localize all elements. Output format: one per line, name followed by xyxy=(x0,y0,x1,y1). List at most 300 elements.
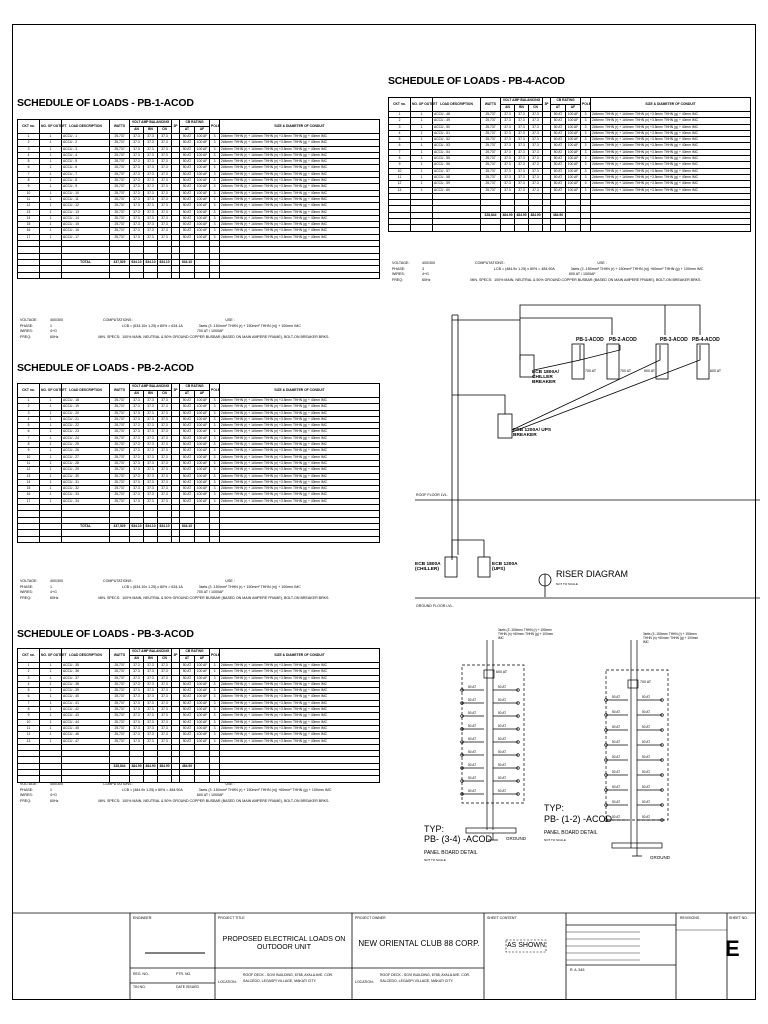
table-cell: 1 xyxy=(40,423,62,429)
table-cell: 1 xyxy=(40,146,62,152)
branch-breaker-label: 50 AT xyxy=(612,740,621,744)
table-cell: ACCU - 52 xyxy=(433,137,481,143)
table-cell: 2#4mm² THHN (r) + 1#4mm² THHN (n) +3.5mm² THHN (g) + 40mm IMC xyxy=(220,492,380,498)
revisions-label: REVISIONS xyxy=(680,916,700,920)
pb3-title: SCHEDULE OF LOADS - PB-3-ACOD xyxy=(17,628,194,640)
table-cell: ACCU - 35 xyxy=(62,663,110,669)
table-cell: 37.3 xyxy=(158,203,172,209)
table-cell: 37.3 xyxy=(144,171,158,177)
table-cell: 37.3 xyxy=(130,140,144,146)
table-cell: 3 xyxy=(210,467,220,473)
table-cell: 37.3 xyxy=(529,149,543,155)
ecb-chiller: ECB 1800A (CHILLER) xyxy=(415,562,441,572)
table-cell: 25,737 xyxy=(110,492,130,498)
table-cell: 100 AF xyxy=(195,184,210,190)
table-cell: 100 AF xyxy=(195,719,210,725)
table-cell: 50 AT xyxy=(180,209,195,215)
table-cell: 3 xyxy=(210,146,220,152)
table-cell: 3 xyxy=(210,228,220,234)
table-cell: 25,737 xyxy=(110,700,130,706)
table-cell: 50 AT xyxy=(551,156,566,162)
table-cell: 37.3 xyxy=(158,152,172,158)
table-cell: 100 AF xyxy=(195,473,210,479)
table-cell: 100 AF xyxy=(566,174,581,180)
column-header: WATTS xyxy=(481,98,501,112)
table-cell: 1 xyxy=(40,435,62,441)
total-cell: 437,529 xyxy=(110,259,130,265)
table-cell: 3 xyxy=(210,429,220,435)
table-cell: 3 xyxy=(210,454,220,460)
table-cell: 37.3 xyxy=(130,713,144,719)
table-cell: 100 AF xyxy=(195,663,210,669)
table-cell: 37.3 xyxy=(144,725,158,731)
table-cell: 2#4mm² THHN (r) + 1#4mm² THHN (n) +3.5mm² THHN (g) + 40mm IMC xyxy=(220,442,380,448)
column-header: SIZE & DIAMETER OF CONDUIT xyxy=(220,649,380,663)
table-cell: 3 xyxy=(210,416,220,422)
table-cell: 37.3 xyxy=(158,473,172,479)
table-cell: 12 xyxy=(389,181,411,187)
min-specs-value: 100% MAIN, NEUTRAL & 50% GROUND COPPER BUSBAR (BASED ON MAIN AMPERE FRAME), BOLT-ON BREAKER BRKS. xyxy=(122,334,330,339)
table-cell: 25,737 xyxy=(110,209,130,215)
column-subheader: AT xyxy=(180,391,195,398)
phase-label: PHASE: xyxy=(20,584,34,589)
branch-breaker-label: 50 AT xyxy=(642,740,651,744)
table-cell: 100 AF xyxy=(195,435,210,441)
table-cell: 37.3 xyxy=(130,486,144,492)
table-cell: 10 xyxy=(18,190,40,196)
table-cell: 37.3 xyxy=(158,669,172,675)
ecb-ups: ECB 1200A (UPS) xyxy=(492,562,518,572)
min-specs-label: MIN. SPECS: xyxy=(470,277,493,282)
pb4-title: SCHEDULE OF LOADS - PB-4-ACOD xyxy=(388,75,565,87)
lcb-value: LCB = (484.9x 1.25) x 80% = 484.90A xyxy=(122,787,183,792)
use-value: 3sets (3 -150mm² THHN (r) + 150mm² THHN (n)) + 100mm IMC xyxy=(198,584,301,589)
table-cell: 1 xyxy=(40,215,62,221)
table-cell: 25,737 xyxy=(110,669,130,675)
table-cell: 100 AF xyxy=(195,228,210,234)
date-issued-label: DATE ISSUED xyxy=(176,985,200,989)
table-cell: 2#4mm² THHN (r) + 1#4mm² THHN (n) +3.5mm² THHN (g) + 40mm IMC xyxy=(220,209,380,215)
table-cell: 37.3 xyxy=(130,203,144,209)
table-cell: 50 AT xyxy=(551,187,566,193)
table-cell: 3 xyxy=(210,134,220,140)
table-cell: 2#4mm² THHN (r) + 1#4mm² THHN (n) +3.5mm² THHN (g) + 40mm IMC xyxy=(220,159,380,165)
total-cell: 328,844 xyxy=(481,212,501,218)
table-cell: 3 xyxy=(210,486,220,492)
table-cell: 14 xyxy=(18,479,40,485)
column-header: LOAD DESCRIPTION xyxy=(62,120,110,134)
table-cell: 37.3 xyxy=(158,146,172,152)
table-cell: 37.3 xyxy=(158,222,172,228)
sheet-content-label: SHEET CONTENT xyxy=(487,916,517,920)
table-cell: 50 AT xyxy=(180,454,195,460)
table-cell: 25,737 xyxy=(110,448,130,454)
branch-breaker-label: 50 AT xyxy=(468,776,477,780)
table-cell: 25,737 xyxy=(110,707,130,713)
table-cell: 25,737 xyxy=(110,398,130,404)
table-cell: 37.3 xyxy=(158,707,172,713)
table-cell: ACCU - 53 xyxy=(433,143,481,149)
table-cell: 37.3 xyxy=(144,134,158,140)
table-cell: 2#4mm² THHN (r) + 1#4mm² THHN (n) +3.5mm² THHN (g) + 40mm IMC xyxy=(220,681,380,687)
table-cell: 2 xyxy=(389,118,411,124)
column-header: 3P xyxy=(172,384,180,398)
table-cell: 7 xyxy=(389,149,411,155)
table-cell: 25,737 xyxy=(110,719,130,725)
table-cell: ACCU - 60 xyxy=(433,187,481,193)
table-cell: 37.3 xyxy=(144,454,158,460)
location-label-2: LOCATION: xyxy=(355,980,374,984)
location-label: LOCATION: xyxy=(218,980,237,984)
table-cell: 37.3 xyxy=(515,174,529,180)
table-cell: 8 xyxy=(389,156,411,162)
table-cell: 100 AF xyxy=(195,215,210,221)
table-cell: 37.3 xyxy=(130,435,144,441)
table-cell: 37.3 xyxy=(144,738,158,744)
table-cell: 50 AT xyxy=(180,448,195,454)
branch-breaker-label: 50 AT xyxy=(468,763,477,767)
table-cell: 37.3 xyxy=(144,688,158,694)
table-cell: 25,737 xyxy=(110,732,130,738)
table-cell: 37.3 xyxy=(130,196,144,202)
ground-floor-level: GROUND FLOOR LVL. xyxy=(416,604,454,608)
voltage-label: VOLTAGE: xyxy=(20,782,38,786)
table-cell: 100 AF xyxy=(566,137,581,143)
table-cell: 3 xyxy=(210,398,220,404)
column-subheader: CN xyxy=(158,127,172,134)
table-cell: 37.3 xyxy=(130,719,144,725)
table-cell: 50 AT xyxy=(551,143,566,149)
table-cell: 1 xyxy=(40,738,62,744)
column-header: VOLT AMP BALANCING xyxy=(130,384,172,391)
table-cell: 3 xyxy=(210,719,220,725)
table-cell: 37.3 xyxy=(529,168,543,174)
table-cell: 37.3 xyxy=(130,442,144,448)
branch-breaker-label: 50 AT xyxy=(468,750,477,754)
table-cell: 37.3 xyxy=(130,423,144,429)
table-cell: 37.3 xyxy=(130,460,144,466)
table-cell: 16 xyxy=(18,492,40,498)
table-cell: 37.3 xyxy=(158,140,172,146)
table-cell: 25,737 xyxy=(110,404,130,410)
table-cell: 3 xyxy=(581,130,591,136)
computations-label: COMPUTATIONS : xyxy=(103,782,134,786)
table-cell: 37.3 xyxy=(158,184,172,190)
right-main-breaker: 700 AT xyxy=(640,680,652,684)
table-cell: ACCU - 44 xyxy=(62,719,110,725)
riser-panel-3: PB-3-ACOD xyxy=(660,337,688,343)
total-cell: TOTAL xyxy=(62,523,110,529)
table-cell: 100 AF xyxy=(566,143,581,149)
table-cell: ACCU - 31 xyxy=(62,479,110,485)
table-cell: ACCU - 28 xyxy=(62,460,110,466)
tin-no-label: TIN NO. xyxy=(133,985,146,989)
table-cell: 2#4mm² THHN (r) + 1#4mm² THHN (n) +3.5mm² THHN (g) + 40mm IMC xyxy=(220,435,380,441)
table-cell: ACCU - 1 xyxy=(62,134,110,140)
phase-label: PHASE: xyxy=(392,266,406,271)
table-cell: 6 xyxy=(18,165,40,171)
table-cell: 1 xyxy=(40,669,62,675)
table-cell: 2#4mm² THHN (r) + 1#4mm² THHN (n) +3.5mm² THHN (g) + 40mm IMC xyxy=(220,222,380,228)
table-cell: 7 xyxy=(18,435,40,441)
table-cell: ACCU - 39 xyxy=(62,688,110,694)
table-cell: 100 AF xyxy=(195,707,210,713)
table-cell: 4 xyxy=(18,681,40,687)
voltage-label: VOLTAGE: xyxy=(20,579,38,583)
table-cell: ACCU - 7 xyxy=(62,171,110,177)
table-cell: 7 xyxy=(18,700,40,706)
table-cell: 2#4mm² THHN (r) + 1#4mm² THHN (n) +3.5mm² THHN (g) + 40mm IMC xyxy=(220,165,380,171)
table-cell: 2#4mm² THHN (r) + 1#4mm² THHN (n) +3.5mm² THHN (g) + 40mm IMC xyxy=(220,713,380,719)
table-cell: 37.3 xyxy=(144,215,158,221)
table-cell: 8 xyxy=(18,707,40,713)
table-cell: 100 AF xyxy=(195,732,210,738)
branch-breaker-label: 50 AT xyxy=(642,755,651,759)
branch-breaker-label: 50 AT xyxy=(642,725,651,729)
table-cell: 50 AT xyxy=(180,159,195,165)
table-cell: 100 AF xyxy=(566,124,581,130)
table-cell: 37.3 xyxy=(144,159,158,165)
table-cell: 50 AT xyxy=(180,694,195,700)
table-cell: 25,737 xyxy=(110,442,130,448)
total-cell: 484.90 xyxy=(131,763,142,768)
table-cell: 2#4mm² THHN (r) + 1#4mm² THHN (n) +3.5mm² THHN (g) + 40mm IMC xyxy=(220,234,380,240)
table-cell: 100 AF xyxy=(195,492,210,498)
table-cell: 37.3 xyxy=(501,124,515,130)
table-cell: ACCU - 32 xyxy=(62,486,110,492)
table-cell: 25,737 xyxy=(481,168,501,174)
table-cell: 50 AT xyxy=(180,479,195,485)
table-cell: 1 xyxy=(411,112,433,118)
table-cell: 2#4mm² THHN (r) + 1#4mm² THHN (n) +3.5mm² THHN (g) + 40mm IMC xyxy=(591,162,751,168)
table-cell: 3 xyxy=(210,663,220,669)
table-cell: 50 AT xyxy=(551,112,566,118)
table-cell: 13 xyxy=(18,209,40,215)
table-cell: 2#4mm² THHN (r) + 1#4mm² THHN (n) +3.5mm² THHN (g) + 40mm IMC xyxy=(220,454,380,460)
table-cell: 37.3 xyxy=(144,209,158,215)
table-cell: ACCU - 9 xyxy=(62,184,110,190)
table-cell: 37.3 xyxy=(130,234,144,240)
table-cell: ACCU - 24 xyxy=(62,435,110,441)
table-cell: 37.3 xyxy=(501,187,515,193)
table-cell: 37.3 xyxy=(158,416,172,422)
table-cell: ACCU - 26 xyxy=(62,448,110,454)
wires-value: 4+G xyxy=(422,272,429,277)
table-cell: 25,737 xyxy=(110,675,130,681)
min-specs-label: MIN. SPECS: xyxy=(98,595,121,600)
branch-breaker-label: 50 AT xyxy=(498,685,507,689)
table-cell: ACCU - 37 xyxy=(62,675,110,681)
table-cell: ACCU - 36 xyxy=(62,669,110,675)
table-cell: 100 AF xyxy=(195,404,210,410)
branch-breaker-label: 50 AT xyxy=(498,776,507,780)
table-cell: 15 xyxy=(18,486,40,492)
column-header: VOLT AMP BALANCING xyxy=(501,98,543,105)
table-cell: 1 xyxy=(40,486,62,492)
left-detail-title: PB- (3-4) -ACOD xyxy=(424,834,493,844)
table-cell: ACCU - 33 xyxy=(62,492,110,498)
table-cell: 37.3 xyxy=(144,663,158,669)
table-cell: 37.3 xyxy=(144,486,158,492)
table-cell: 37.3 xyxy=(130,479,144,485)
table-cell: 37.3 xyxy=(515,112,529,118)
table-cell: 100 AF xyxy=(195,448,210,454)
table-cell: 37.3 xyxy=(501,149,515,155)
table-cell: 37.3 xyxy=(130,681,144,687)
column-subheader: AF xyxy=(195,127,210,134)
table-cell: ACCU - 42 xyxy=(62,707,110,713)
table-cell: 50 AT xyxy=(180,460,195,466)
voltage-value: 400/300 xyxy=(422,261,435,265)
table-cell: 50 AT xyxy=(551,168,566,174)
table-cell: 1 xyxy=(411,187,433,193)
table-cell: 50 AT xyxy=(180,738,195,744)
table-cell: 25,737 xyxy=(481,112,501,118)
table-cell: 1 xyxy=(40,694,62,700)
table-cell: 37.3 xyxy=(529,187,543,193)
column-subheader: AN xyxy=(130,656,144,663)
table-cell: 11 xyxy=(18,196,40,202)
table-cell: 25,737 xyxy=(481,149,501,155)
column-header: NO. OF OUTLET xyxy=(40,384,62,398)
table-cell: 11 xyxy=(18,725,40,731)
table-cell: 37.3 xyxy=(144,675,158,681)
table-cell: 9 xyxy=(18,184,40,190)
table-cell: 1 xyxy=(40,498,62,504)
table-cell: 37.3 xyxy=(158,196,172,202)
table-cell: 2#4mm² THHN (r) + 1#4mm² THHN (n) +3.5mm² THHN (g) + 40mm IMC xyxy=(220,140,380,146)
branch-breaker-label: 50 AT xyxy=(498,698,507,702)
table-cell: 50 AT xyxy=(180,663,195,669)
table-cell: 1 xyxy=(40,178,62,184)
table-cell: 13 xyxy=(18,738,40,744)
table-cell: 1 xyxy=(411,156,433,162)
table-cell: 50 AT xyxy=(180,429,195,435)
table-cell: ACCU - 18 xyxy=(62,398,110,404)
table-cell: 1 xyxy=(40,681,62,687)
table-cell: 37.3 xyxy=(130,663,144,669)
column-header: CB RATING xyxy=(180,649,210,656)
table-cell: ACCU - 30 xyxy=(62,473,110,479)
table-cell: 37.3 xyxy=(144,713,158,719)
table-cell: 37.3 xyxy=(158,498,172,504)
table-cell: 3 xyxy=(210,423,220,429)
table-cell: 37.3 xyxy=(158,663,172,669)
table-cell: 3 xyxy=(210,681,220,687)
table-cell: 2#4mm² THHN (r) + 1#4mm² THHN (n) +3.5mm² THHN (g) + 40mm IMC xyxy=(220,196,380,202)
min-specs-value: 100% MAIN, NEUTRAL & 50% GROUND COPPER BUSBAR (BASED ON MAIN AMPERE FRAME), BOLT-ON BREAKER BRKS. xyxy=(122,595,330,600)
pb1-title: SCHEDULE OF LOADS - PB-1-ACOD xyxy=(17,97,194,109)
table-cell: 2 xyxy=(18,669,40,675)
table-cell: 37.3 xyxy=(515,124,529,130)
table-cell: 6 xyxy=(18,429,40,435)
table-cell: 1 xyxy=(18,663,40,669)
table-cell: 50 AT xyxy=(180,228,195,234)
table-cell: 3 xyxy=(210,234,220,240)
table-cell: 37.3 xyxy=(158,234,172,240)
table-cell: 37.3 xyxy=(144,492,158,498)
wires-value: 4+G xyxy=(50,793,57,798)
table-cell: 50 AT xyxy=(180,184,195,190)
table-cell: 37.3 xyxy=(130,448,144,454)
table-cell: 3 xyxy=(210,738,220,744)
branch-breaker-label: 50 AT xyxy=(612,770,621,774)
table-cell: 37.3 xyxy=(515,130,529,136)
table-cell: 12 xyxy=(18,467,40,473)
table-cell: 50 AT xyxy=(180,669,195,675)
table-cell: 2#4mm² THHN (r) + 1#4mm² THHN (n) +3.5mm² THHN (g) + 40mm IMC xyxy=(220,398,380,404)
min-specs-label: MIN. SPECS: xyxy=(98,798,121,803)
table-cell: 100 AF xyxy=(195,681,210,687)
table-cell: 3 xyxy=(389,124,411,130)
table-cell: 2#4mm² THHN (r) + 1#4mm² THHN (n) +3.5mm² THHN (g) + 40mm IMC xyxy=(220,423,380,429)
table-cell: 37.3 xyxy=(130,165,144,171)
table-cell: 11 xyxy=(389,174,411,180)
table-cell: ACCU - 51 xyxy=(433,130,481,136)
table-cell: ACCU - 15 xyxy=(62,222,110,228)
right-feeder-spec: 3sets (3 -150mm² THHN (r) + 150mm² THHN (n) +60mm² THHN (g) + 100mm IMC xyxy=(643,632,699,644)
table-cell: 2#4mm² THHN (r) + 1#4mm² THHN (n) +3.5mm² THHN (g) + 40mm IMC xyxy=(220,429,380,435)
table-cell: 100 AF xyxy=(195,140,210,146)
table-cell: 37.3 xyxy=(529,130,543,136)
table-cell: 2#4mm² THHN (r) + 1#4mm² THHN (n) +3.5mm² THHN (g) + 40mm IMC xyxy=(220,498,380,504)
table-cell: 12 xyxy=(18,732,40,738)
table-cell: 3 xyxy=(581,137,591,143)
project-owner-label: PROJECT OWNER xyxy=(355,916,386,920)
branch-breaker-label: 50 AT xyxy=(498,737,507,741)
use-label: USE : xyxy=(225,579,235,583)
min-specs-label: MIN. SPECS: xyxy=(98,334,121,339)
table-cell: 37.3 xyxy=(144,234,158,240)
table-cell: 2#4mm² THHN (r) + 1#4mm² THHN (n) +3.5mm² THHN (g) + 40mm IMC xyxy=(220,215,380,221)
phase-label: PHASE: xyxy=(20,787,34,792)
column-subheader: AT xyxy=(180,127,195,134)
table-cell: 100 AF xyxy=(195,165,210,171)
right-detail-nts: NOT TO SCALE xyxy=(544,838,566,842)
table-cell: 4 xyxy=(18,152,40,158)
table-cell: 1 xyxy=(40,222,62,228)
table-cell: 37.3 xyxy=(144,190,158,196)
column-subheader: AT xyxy=(180,656,195,663)
table-cell: 50 AT xyxy=(551,137,566,143)
riser-diagram-title: RISER DIAGRAM xyxy=(556,569,629,579)
riser-panel-4: PB-4-ACOD xyxy=(692,337,720,343)
table-cell: 14 xyxy=(18,215,40,221)
table-cell: 37.3 xyxy=(130,707,144,713)
table-cell: 2#4mm² THHN (r) + 1#4mm² THHN (n) +3.5mm² THHN (g) + 40mm IMC xyxy=(220,203,380,209)
table-cell: 2 xyxy=(18,404,40,410)
table-cell: ACCU - 20 xyxy=(62,410,110,416)
column-subheader: AN xyxy=(130,127,144,134)
column-subheader: CN xyxy=(158,391,172,398)
table-cell: 2#4mm² THHN (r) + 1#4mm² THHN (n) +3.5mm² THHN (g) + 40mm IMC xyxy=(591,156,751,162)
table-cell: 50 AT xyxy=(180,732,195,738)
voltage-value: 400/300 xyxy=(50,579,63,583)
table-cell: 25,737 xyxy=(110,190,130,196)
table-cell: ACCU - 11 xyxy=(62,196,110,202)
table-cell: 1 xyxy=(40,171,62,177)
table-cell: 2#4mm² THHN (r) + 1#4mm² THHN (n) +3.5mm² THHN (g) + 40mm IMC xyxy=(220,725,380,731)
use-label: USE : xyxy=(597,261,607,265)
table-cell: 2#4mm² THHN (r) + 1#4mm² THHN (n) +3.5mm² THHN (g) + 40mm IMC xyxy=(220,719,380,725)
table-cell: 25,737 xyxy=(481,130,501,136)
table-cell: 3 xyxy=(210,669,220,675)
table-cell: 37.3 xyxy=(529,124,543,130)
table-cell: 2#4mm² THHN (r) + 1#4mm² THHN (n) +3.5mm² THHN (g) + 40mm IMC xyxy=(220,467,380,473)
reg-no-label: REG. NO. xyxy=(133,972,149,976)
table-cell: 2#4mm² THHN (r) + 1#4mm² THHN (n) +3.5mm² THHN (g) + 40mm IMC xyxy=(591,130,751,136)
table-cell: 25,737 xyxy=(110,429,130,435)
